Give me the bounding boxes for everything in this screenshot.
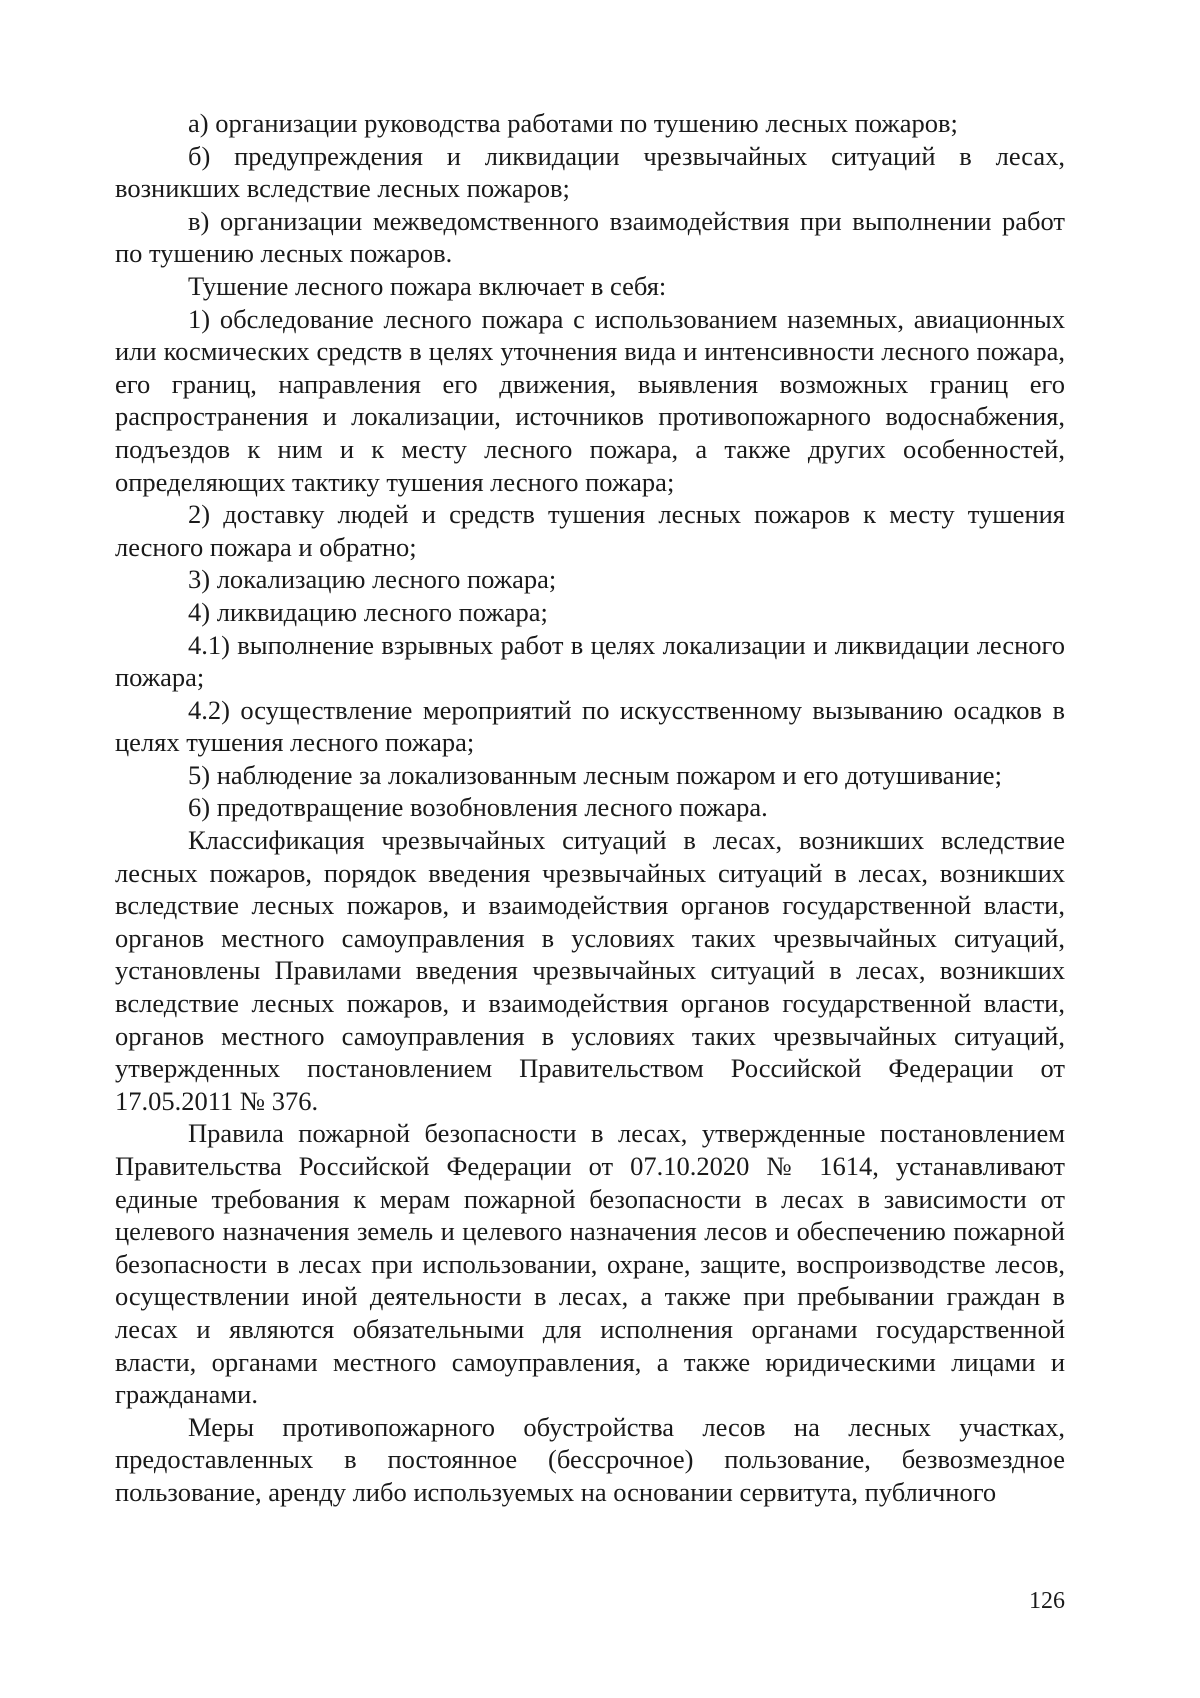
paragraph-fire-safety-rules: Правила пожарной безопасности в лесах, утвержденные постановлением Правительства Российской Федерации от 07.10.2020 № 1614, устанавливают единые требования к мерам пожарной безопасности в лесах в зависимости от целевого назначения земель и целевого назначения лесов и обеспечению пожарной безопасности в лесах при использовании, охране, защите, воспроизводстве лесов, осуществлении иной деятельности в лесах, а также при пребывании граждан в лесах и являются обязательными для исполнения органами государственной власти, органами местного самоуправления, а также юридическими лицами и гражданами. <box>115 1118 1065 1410</box>
paragraph-extinguishing-intro: Тушение лесного пожара включает в себя: <box>188 270 667 301</box>
paragraph-step-6: 6) предотвращение возобновления лесного пожара. <box>188 792 768 823</box>
paragraph-item-a: а) организации руководства работами по тушению лесных пожаров; <box>188 108 958 138</box>
paragraph-item-v: в) организации межведомственного взаимодействия при выполнении работ по тушению лесных пожаров. <box>115 205 1065 269</box>
paragraph-classification: Классификация чрезвычайных ситуаций в лесах, возникших вследствие лесных пожаров, порядок введения чрезвычайных ситуаций в лесах, возникших вследствие лесных пожаров, и взаимодействия органов государственной власти, органов местного самоуправления в условиях таких чрезвычайных ситуаций, установлены Правилами введения чрезвычайных ситуаций в лесах, возникших вследствие лесных пожаров, и взаимодействия органов государственной власти, органов местного самоуправления в условиях таких чрезвычайных ситуаций, утвержденных постановлением Правительством Российской Федерации от 17.05.2011 № 376. <box>115 825 1065 1116</box>
paragraph-step-2: 2) доставку людей и средств тушения лесных пожаров к месту тушения лесного пожара и обратно; <box>115 499 1065 562</box>
page-number: 126 <box>1029 1588 1065 1614</box>
paragraph-step-3: 3) локализацию лесного пожара; <box>188 564 557 595</box>
paragraph-fire-prevention-measures: Меры противопожарного обустройства лесов на лесных участках, предоставленных в постоянное (бессрочное) пользование, безвозмездное пользование, аренду либо используемых на основании сервитута, публичного <box>115 1411 1065 1507</box>
paragraph-step-4: 4) ликвидацию лесного пожара; <box>188 596 548 627</box>
paragraph-step-4-1: 4.1) выполнение взрывных работ в целях локализации и ликвидации лесного пожара; <box>115 629 1065 693</box>
paragraph-item-b: б) предупреждения и ликвидации чрезвычайных ситуаций в лесах, возникших вследствие лесных пожаров; <box>115 140 1065 204</box>
paragraph-step-5: 5) наблюдение за локализованным лесным пожаром и его дотушивание; <box>188 759 1002 790</box>
document-body <box>115 107 1065 1509</box>
paragraph-step-1: 1) обследование лесного пожара с использованием наземных, авиационных или космических средств в целях уточнения вида и интенсивности лесного пожара, его границ, направления его движения, выявления возможных границ его распространения и локализации, источников противопожарного водоснабжения, подъездов к ним и к месту лесного пожара, а также других особенностей, определяющих тактику тушения лесного пожара; <box>115 303 1065 497</box>
paragraph-step-4-2: 4.2) осуществление мероприятий по искусственному вызыванию осадков в целях тушения лесного пожара; <box>115 694 1065 758</box>
